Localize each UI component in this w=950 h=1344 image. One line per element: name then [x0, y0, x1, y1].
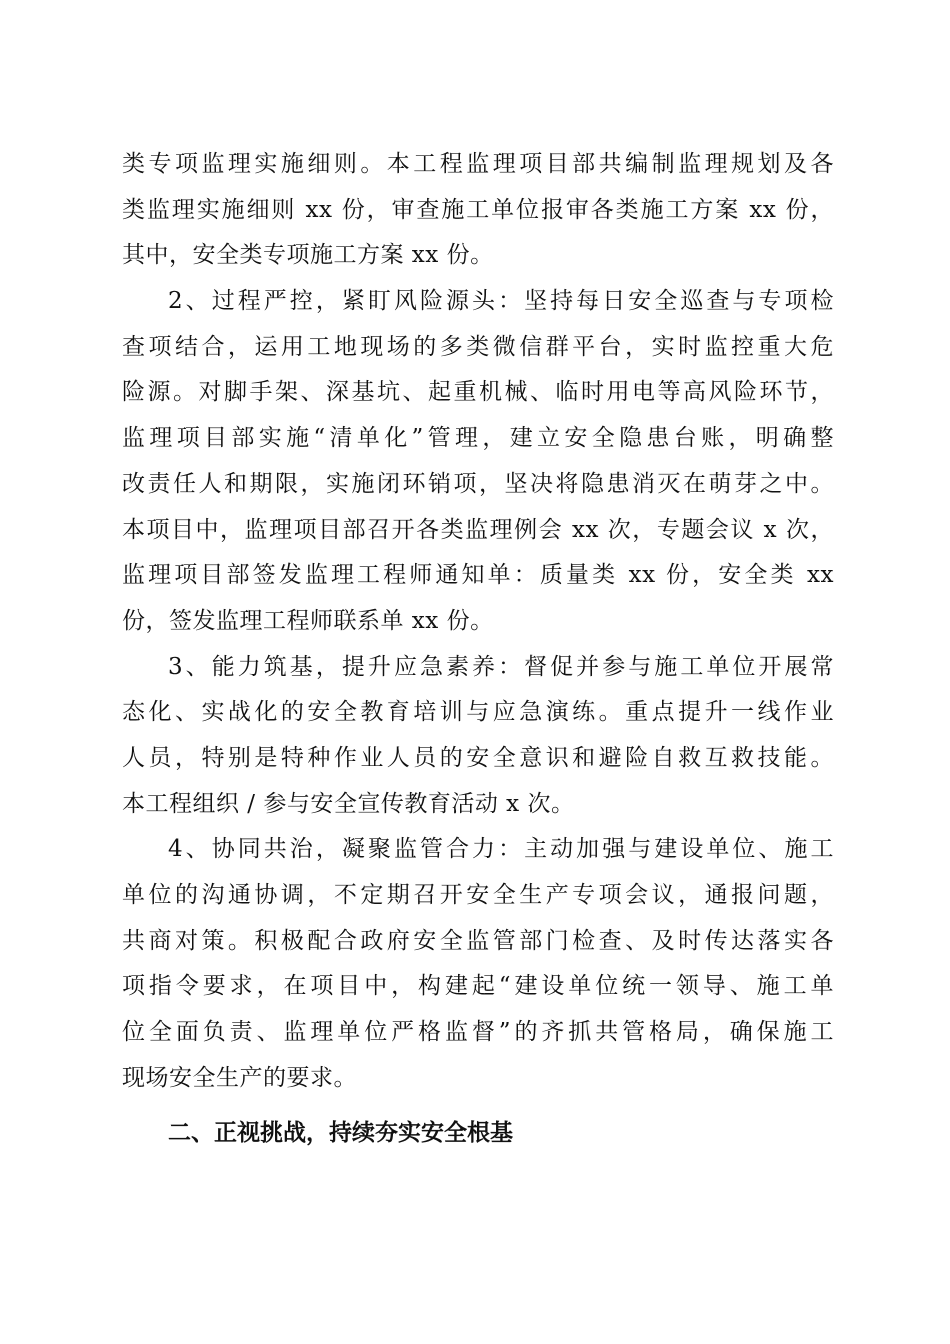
- text-line: 现场安全生产的要求。: [122, 1064, 357, 1091]
- text-line: 位全面负责、监理单位严格监督”的齐抓共管格局，确保施工: [122, 1019, 834, 1046]
- text-line: 项指令要求，在项目中，构建起“建设单位统一领导、施工单: [122, 973, 834, 1000]
- text-line: 2、过程严控，紧盯风险源头：坚持每日安全巡查与专项检: [168, 288, 834, 315]
- section-heading: 二、正视挑战，持续夯实安全根基: [168, 1120, 513, 1147]
- text-line: 类专项监理实施细则。本工程监理项目部共编制监理规划及各: [122, 151, 834, 177]
- text-line: 监理项目部实施“清单化”管理，建立安全隐患台账，明确整: [122, 425, 834, 452]
- text-line: 4、协同共治，凝聚监管合力：主动加强与建设单位、施工: [168, 836, 834, 863]
- text-line: 其中，安全类专项施工方案 xx 份。: [122, 242, 494, 269]
- text-line: 本项目中，监理项目部召开各类监理例会 xx 次，专题会议 x 次，: [122, 516, 834, 543]
- text-line: 本工程组织 / 参与安全宣传教育活动 x 次。: [122, 790, 575, 817]
- text-line: 份，签发监理工程师联系单 xx 份。: [122, 607, 494, 634]
- text-line: 查项结合，运用工地现场的多类微信群平台，实时监控重大危: [122, 333, 834, 360]
- text-line: 改责任人和期限，实施闭环销项，坚决将隐患消灭在萌芽之中。: [122, 470, 834, 497]
- text-line: 3、能力筑基，提升应急素养：督促并参与施工单位开展常: [168, 653, 834, 680]
- document-body: [122, 142, 834, 1157]
- text-line: 共商对策。积极配合政府安全监管部门检查、及时传达落实各: [122, 927, 834, 954]
- text-line: 险源。对脚手架、深基坑、起重机械、临时用电等高风险环节，: [122, 379, 834, 406]
- text-line: 人员，特别是特种作业人员的安全意识和避险自救互救技能。: [122, 744, 834, 771]
- text-line: 类监理实施细则 xx 份，审查施工单位报审各类施工方案 xx 份，: [122, 196, 834, 223]
- text-line: 态化、实战化的安全教育培训与应急演练。重点提升一线作业: [122, 699, 834, 726]
- text-line: 监理项目部签发监理工程师通知单：质量类 xx 份，安全类 xx: [122, 562, 834, 589]
- text-line: 单位的沟通协调，不定期召开安全生产专项会议，通报问题，: [122, 882, 834, 908]
